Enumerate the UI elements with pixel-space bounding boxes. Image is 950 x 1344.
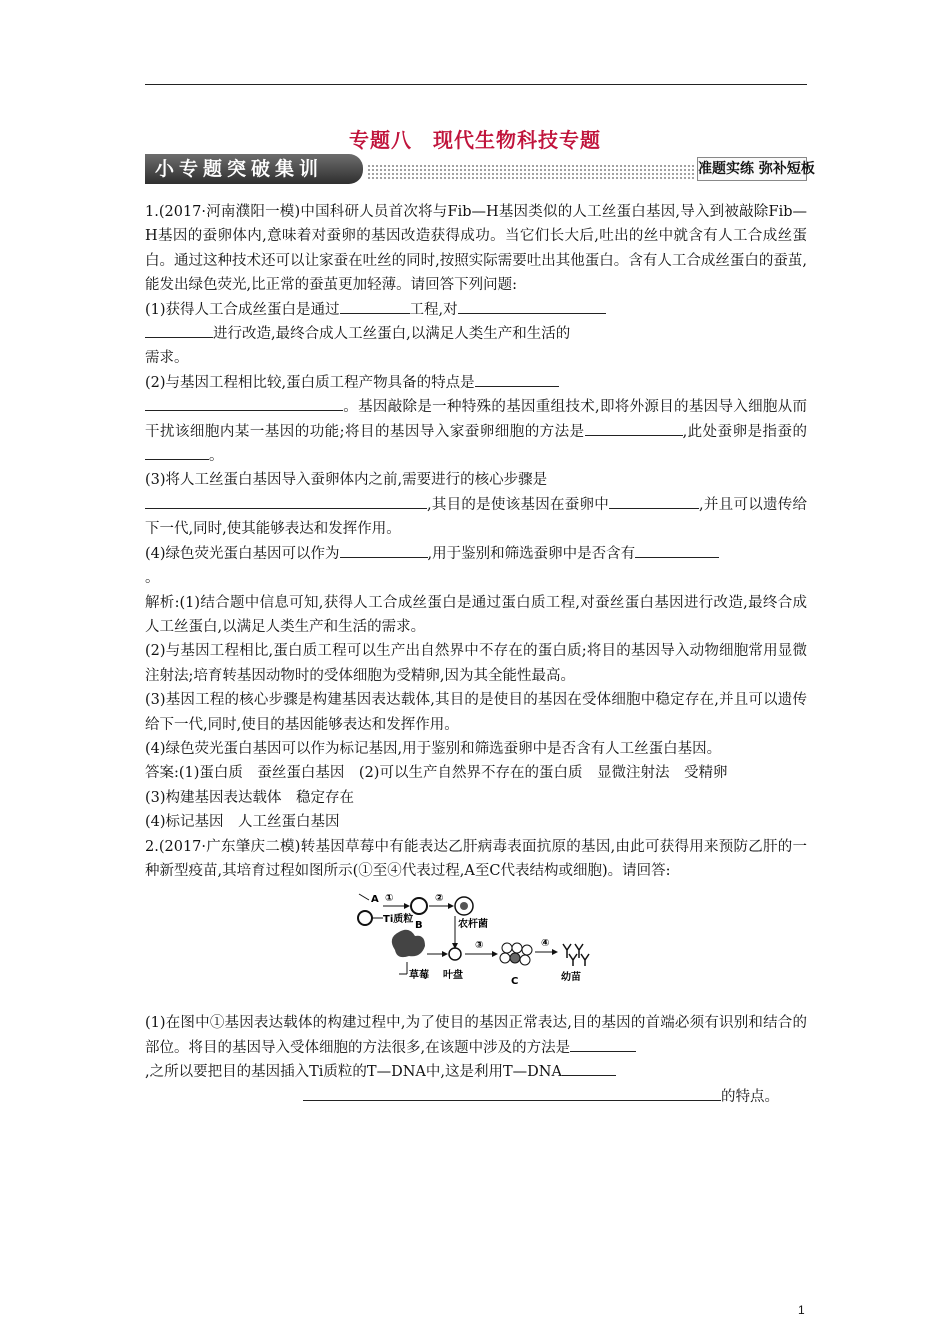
q2-stem: 2.(2017·广东肇庆二模)转基因草莓中有能表达乙肝病毒表面抗原的基因,由此可获得用来预防乙肝的一种新型疫苗,其培育过程如图所示(①至④代表过程,A至C代表结构或细胞)。请回答:	[145, 838, 807, 879]
bacterium-icon	[460, 902, 468, 910]
answer-blank[interactable]	[609, 493, 699, 509]
q1-answer-1: 答案:(1)蛋白质 蚕丝蛋白基因 (2)可以生产自然界不存在的蛋白质 显微注射法 受精卵	[145, 765, 728, 782]
q1-part3: (3)将人工丝蛋白基因导入蚕卵体内之前,需要进行的核心步骤是 ,其目的是使该基因在蚕卵中 ,并且可以遗传给下一代,同时,使其能够表达和发挥作用。	[145, 472, 808, 538]
label-seedling: 幼苗	[561, 972, 581, 984]
ti-plasmid-circle	[358, 911, 372, 925]
answer-blank[interactable]	[458, 298, 606, 314]
leaf-disc-icon	[449, 948, 461, 960]
answer-blank[interactable]	[145, 445, 209, 461]
q1-analysis-3: (3)基因工程的核心步骤是构建基因表达载体,其目的是使目的基因在受体细胞中稳定存在,并且可以遗传给下一代,同时,使目的基因能够表达和发挥作用。	[145, 692, 807, 733]
banner-left-label: 小专题突破集训	[145, 154, 363, 184]
label-agrobacterium: 农杆菌	[458, 919, 488, 931]
banner-dot-pattern	[367, 164, 695, 180]
q1-stem: 1.(2017·河南濮阳一模)中国科研人员首次将与Fib—H基因类似的人工丝蛋白基因,导入到被敲除Fib—H基因的蚕卵体内,意味着对蚕卵的基因改造获得成功。当它们长大后,吐出的丝中就含有人工合成丝蛋白。通过这种技术还可以让家蚕在吐丝的同时,按照实际需要吐出其他蛋白。含有人工合成丝蛋白的蚕茧,能发出绿色荧光,比正常的蚕茧更加轻薄。请回答下列问题:	[145, 204, 807, 294]
answer-blank[interactable]	[145, 323, 213, 339]
page-number: 1	[798, 1303, 805, 1317]
document-body	[145, 200, 807, 1109]
answer-blank[interactable]	[340, 542, 428, 558]
answer-blank[interactable]	[635, 542, 719, 558]
diagram-svg	[355, 888, 595, 998]
label-c: C	[511, 976, 519, 988]
q1-part4: (4)绿色荧光蛋白基因可以作为 ,用于鉴别和筛选蚕卵中是否含有 。	[145, 542, 807, 591]
answer-blank[interactable]	[340, 298, 410, 314]
recombinant-plasmid-b	[411, 898, 427, 914]
process-diagram	[145, 883, 807, 1011]
step-3: ③	[475, 940, 484, 952]
q1-analysis-1: 解析:(1)结合题中信息可知,获得人工合成丝蛋白是通过蛋白质工程,对蚕丝蛋白基因进行改造,最终合成人工丝蛋白,以满足人类生产和生活的需求。	[145, 594, 807, 635]
q1-analysis-4: (4)绿色荧光蛋白基因可以作为标记基因,用于鉴别和筛选蚕卵中是否含有人工丝蛋白基因。	[145, 740, 722, 757]
q2-part1: (1)在图中①基因表达载体的构建过程中,为了使目的基因正常表达,目的基因的首端必须有识别和结合的部位。将目的基因导入受体细胞的方法很多,在该题中涉及的方法是 ,之所以要把目的基因插入Ti质粒的T—DNA中,这是利用T—DNA 的特点。	[145, 1015, 807, 1105]
step-1: ①	[385, 893, 394, 905]
answer-blank[interactable]	[562, 1061, 616, 1077]
page-title: 专题八 现代生物科技专题	[349, 128, 601, 152]
q1-analysis-2: (2)与基因工程相比,蛋白质工程可以生产出自然界中不存在的蛋白质;将目的基因导入动物细胞常用显微注射法;培育转基因动物时的受体细胞为受精卵,因为其全能性最高。	[145, 643, 807, 684]
callus-c	[500, 943, 532, 965]
label-a: A	[371, 894, 379, 906]
banner-right-label: 准题实练 弥补短板	[697, 157, 807, 181]
label-ti-plasmid: Ti质粒	[383, 914, 414, 926]
answer-blank[interactable]	[570, 1036, 636, 1052]
step-2: ②	[435, 893, 444, 905]
section-banner	[145, 154, 815, 184]
header-rule	[145, 84, 807, 85]
label-b: B	[415, 920, 423, 932]
answer-blank[interactable]	[585, 420, 683, 436]
arrow-a	[359, 894, 369, 900]
q1-part2: (2)与基因工程相比较,蛋白质工程产物具备的特点是 。基因敲除是一种特殊的基因重组技术,即将外源目的基因导入细胞从而干扰该细胞内某一基因的功能;将目的基因导入家蚕卵细胞的方法是 ,此处蚕卵是指蚕的。	[145, 371, 807, 469]
q1-answer-2: (3)构建基因表达载体 稳定存在	[145, 789, 355, 806]
answer-blank[interactable]	[475, 371, 559, 387]
label-strawberry: 草莓	[409, 970, 429, 982]
answer-blank[interactable]	[145, 396, 343, 412]
answer-blank[interactable]	[303, 1085, 721, 1101]
seedling-icons	[563, 944, 589, 966]
q1-part1: (1)获得人工合成丝蛋白是通过 工程,对 进行改造,最终合成人工丝蛋白,以满足人类生产和生活的 需求。	[145, 298, 807, 371]
answer-blank[interactable]	[145, 493, 427, 509]
strawberry-plant-icon	[392, 930, 425, 957]
step-4: ④	[541, 938, 550, 950]
label-leaf-disc: 叶盘	[443, 970, 463, 982]
q1-answer-3: (4)标记基因 人工丝蛋白基因	[145, 814, 340, 831]
